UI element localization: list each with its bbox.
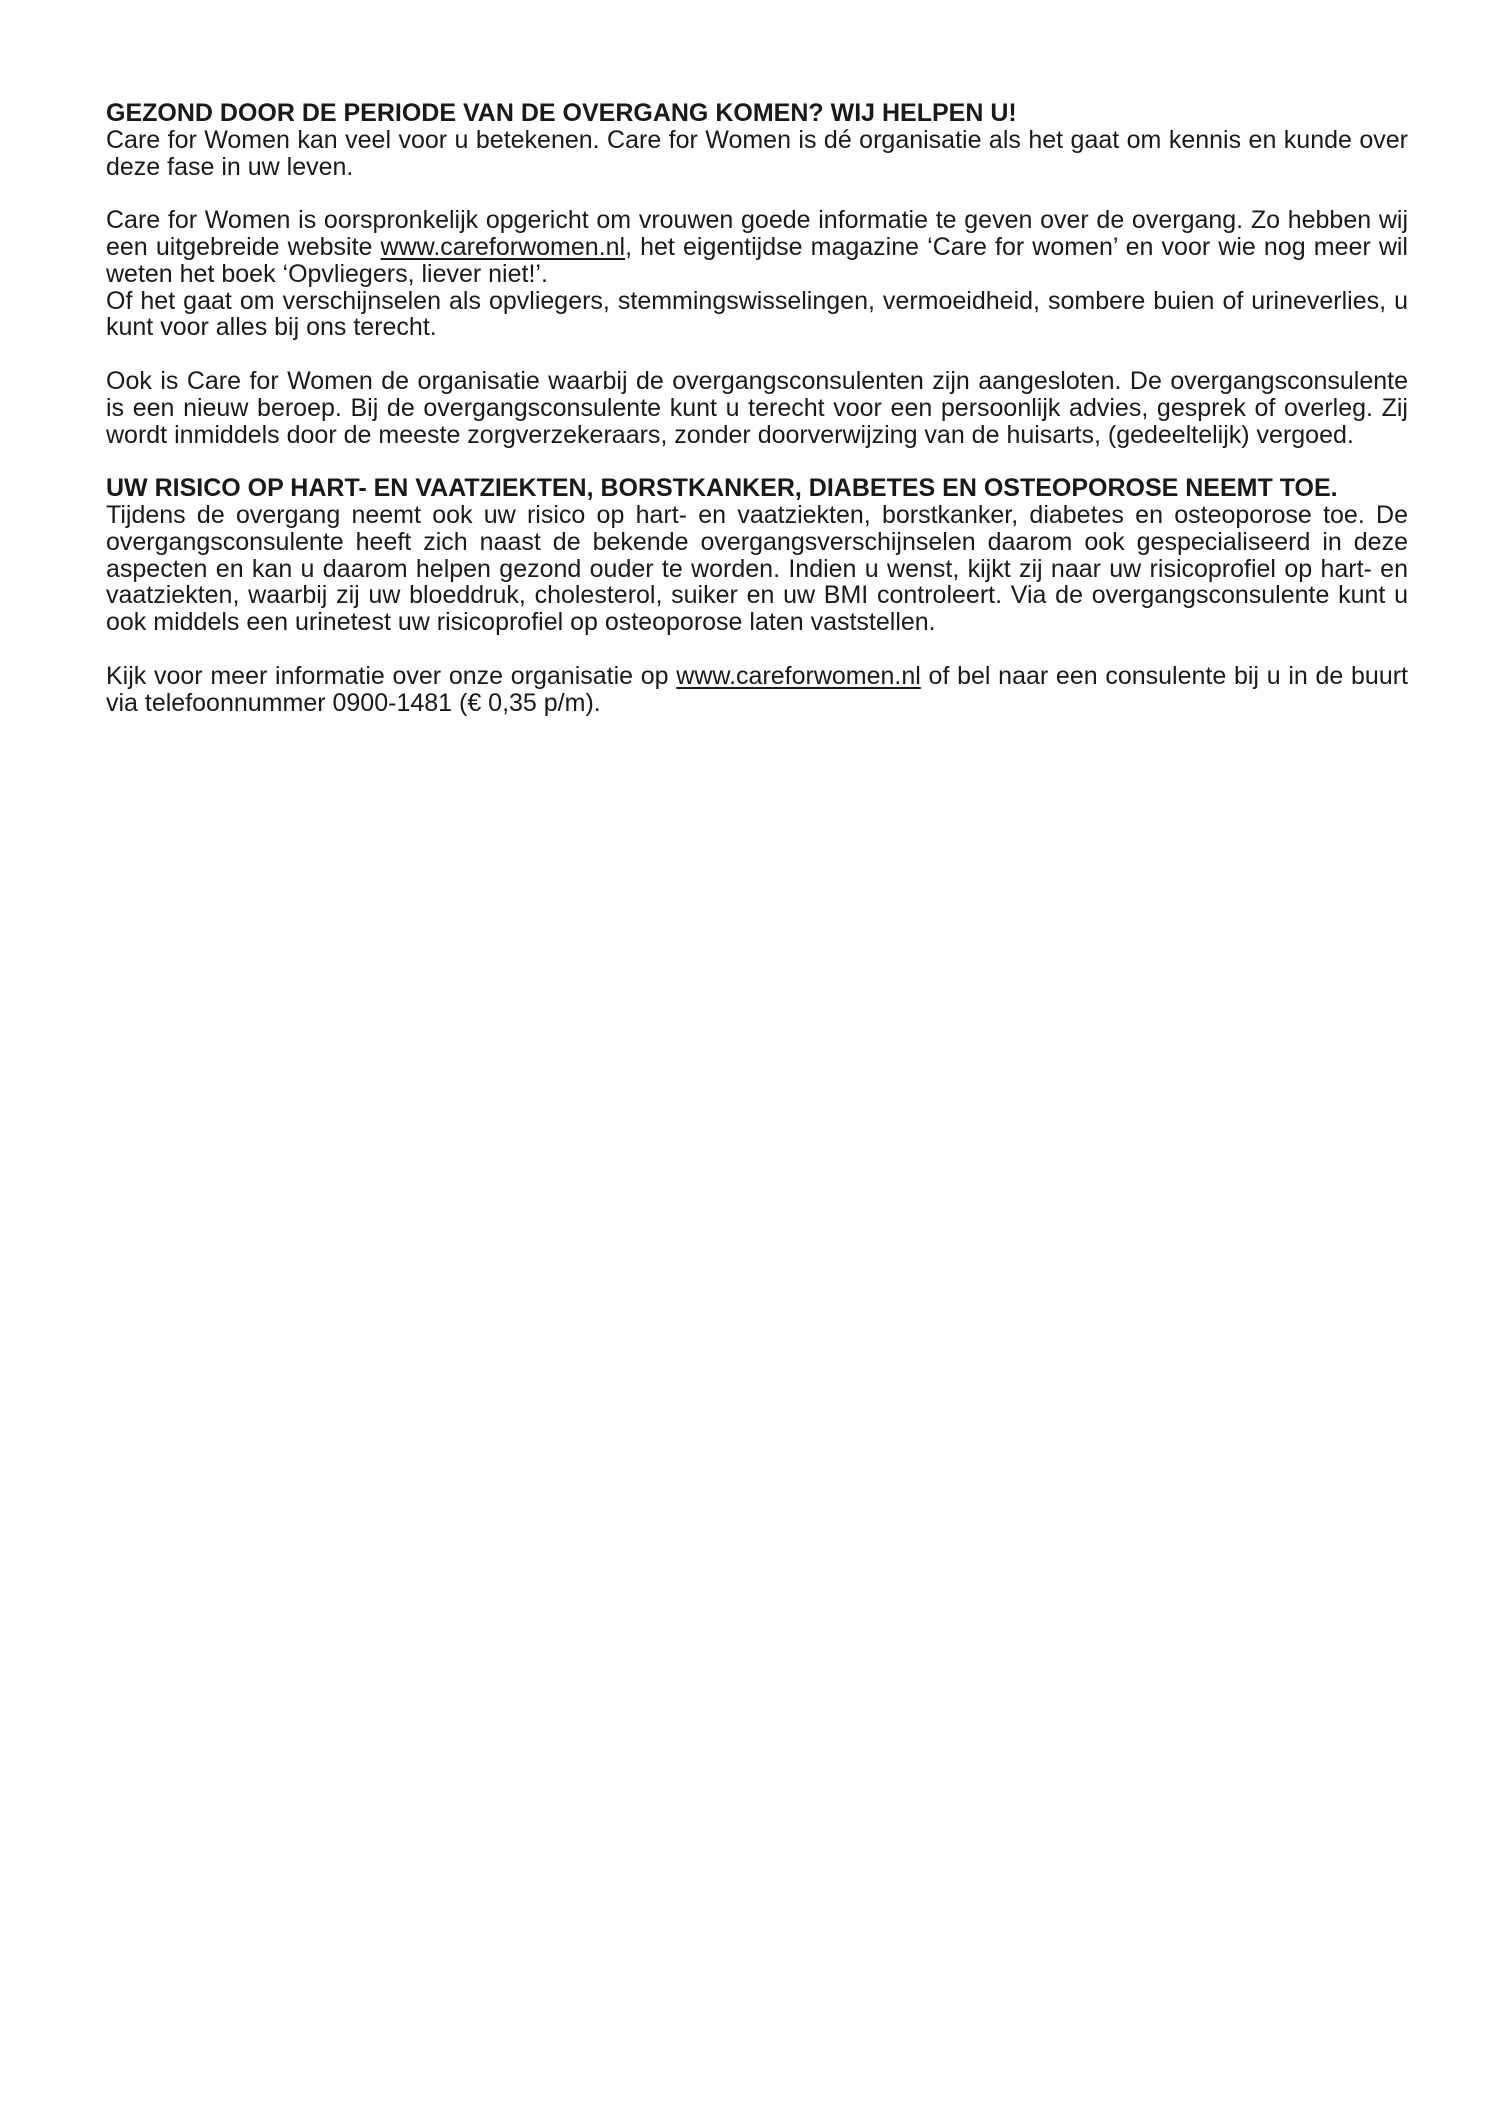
paragraph-spacer xyxy=(106,180,1408,207)
origin-paragraph xyxy=(106,207,1408,287)
paragraph-spacer xyxy=(106,341,1408,368)
section-heading-risico: UW RISICO OP HART- EN VAATZIEKTEN, BORSTKANKER, DIABETES EN OSTEOPOROSE NEEMT TOE. xyxy=(106,474,1338,503)
origin-text-start: Care for Women is oorspronkelijk opgericht om vrouwen goede informatie te geven over de overgang. Zo hebben wij een uitgebreide website xyxy=(106,206,1408,261)
contact-text-end: of bel naar een consulente bij u in de buurt via telefoonnummer 0900-1481 (€ 0,35 p/m). xyxy=(106,661,1408,717)
contact-text-start: Kijk voor meer informatie over onze organisatie op xyxy=(106,661,677,690)
document-body xyxy=(106,100,1408,716)
paragraph-spacer xyxy=(106,448,1408,475)
contact-paragraph xyxy=(106,663,1408,717)
consultant-paragraph: Ook is Care for Women de organisatie waarbij de overgangsconsulenten zijn aangesloten. De overgangsconsulente is een nieuw beroep. Bij de overgangsconsulente kunt u terecht voor een persoonlijk advies, gesprek of overleg. Zij wordt inmiddels door de meeste zorgverzekeraars, zonder doorverwijzing van de huisarts, (gedeeltelijk) vergoed. xyxy=(106,366,1408,449)
section-heading-overgang: GEZOND DOOR DE PERIODE VAN DE OVERGANG KOMEN? WIJ HELPEN U! xyxy=(106,99,1017,127)
website-link-contact[interactable]: www.careforwomen.nl xyxy=(676,661,921,690)
paragraph-spacer xyxy=(106,636,1408,663)
origin-text-end: , het eigentijdse magazine ‘Care for women’ en voor wie nog meer wil weten het boek ‘Opvliegers, liever niet!’. xyxy=(106,232,1408,288)
risk-paragraph: Tijdens de overgang neemt ook uw risico op hart- en vaatziekten, borstkanker, diabetes en osteoporose toe. De overgangsconsulente heeft zich naast de bekende overgangsverschijnselen daarom ook gespecialiseerd in deze aspecten en kan u daarom helpen gezond ouder te worden. Indien u wenst, kijkt zij naar uw risicoprofiel op hart- en vaatziekten, waarbij zij uw bloeddruk, cholesterol, suiker en uw BMI controleert. Via de overgangsconsulente kunt u ook middels een urinetest uw risicoprofiel op osteoporose laten vaststellen. xyxy=(106,500,1408,637)
website-link[interactable]: www.careforwomen.nl xyxy=(380,232,626,261)
symptoms-paragraph: Of het gaat om verschijnselen als opvliegers, stemmingswisselingen, vermoeidheid, sombere buien of urineverlies, u kunt voor alles bij ons terecht. xyxy=(106,286,1408,342)
intro-paragraph: Care for Women kan veel voor u betekenen. Care for Women is dé organisatie als het gaat om kennis en kunde over deze fase in uw leven. xyxy=(106,125,1408,181)
